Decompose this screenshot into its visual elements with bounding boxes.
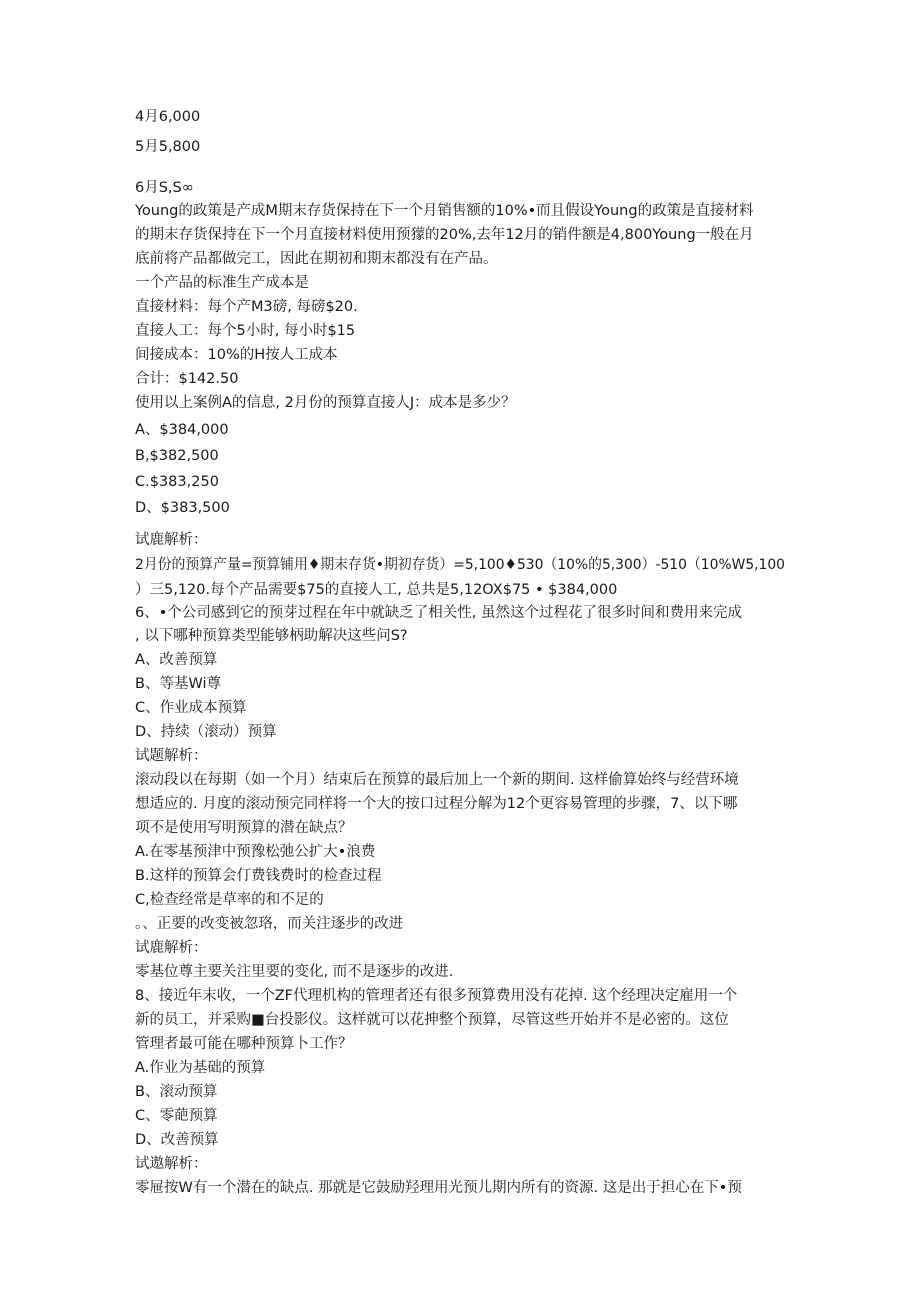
text-line-15: C.$383,250 — [135, 474, 219, 490]
text-line-39: A.作业为基础的预算 — [135, 1060, 266, 1076]
text-line-19: ）三5,120.每个产品需要$75的直接人工, 总共是5,12OX$75 • $384,000 — [135, 582, 618, 598]
text-line-31: B.这样的预算会仃费钱费时的检查过程 — [135, 868, 382, 884]
text-line-13: A、$384,000 — [135, 422, 229, 438]
text-line-41: C、零葩预算 — [135, 1108, 218, 1124]
text-line-7: 一个产品的标准生产成本是 — [135, 275, 309, 291]
text-line-12: 使用以上案例A的信息, 2月份的预算直接人J：成本是多少？ — [135, 395, 516, 411]
text-line-38: 管理者最可能在哪种预算卜工作？ — [135, 1036, 353, 1052]
text-line-28: 想适应的. 月度的滚动预完同样将一个大的按口过程分解为12个更容易管理的步骤，7、以下哪 — [135, 796, 738, 812]
text-line-32: C,检查经常是草率的和不足的 — [135, 892, 324, 908]
text-line-3: 6月S,S∞ — [135, 180, 194, 196]
text-line-27: 滚动段以在每期（如一个月）结束后在预算的最后加上一个新的期间. 这样偷算始终与经营环境 — [135, 772, 739, 788]
text-line-40: B、滚动预算 — [135, 1084, 218, 1100]
text-line-26: 试题解析： — [135, 748, 208, 764]
text-line-35: 零基位尊主要关注里要的变化, 而不是逐步的改进. — [135, 964, 454, 980]
text-line-9: 直接人工：每个5小时, 每小时$15 — [135, 323, 356, 339]
text-line-25: D、持续（滚动）预算 — [135, 724, 277, 740]
text-line-43: 试遨解析： — [135, 1156, 208, 1172]
text-line-1: 4月6,000 — [135, 109, 201, 125]
text-line-5: 的期末存货保持在下一个月直接材料使用预獴的20%,去年12月的销件额是4,800Young一般在月 — [135, 227, 754, 243]
text-line-36: 8、接近年末收，一个ZF代理机构的管理者还有很多预算费用没有花掉. 这个经理决定雇用一个 — [135, 988, 738, 1004]
text-line-18: 2月份的预算产量=预算铺用♦期末存货•期初存货）=5,100♦530（10%的5,300）-510（10%W5,100 — [135, 557, 785, 573]
text-line-22: A、改善预算 — [135, 652, 218, 668]
text-line-4: Young的政策是产成M期末存货保持在下一个月销售额的10%•而且假设Young的政策是直接材料 — [135, 203, 754, 219]
text-line-8: 直接材料：每个产M3磅, 每磅$20. — [135, 299, 358, 315]
text-line-33: 。、正要的改变被忽珞，而关注逐步的改进 — [135, 916, 404, 932]
text-line-11: 合计：$142.50 — [135, 371, 239, 387]
text-line-30: A.在零基预津中预豫松弛公扩大•浪费 — [135, 844, 376, 860]
text-line-34: 试鹿解析： — [135, 940, 208, 956]
text-line-37: 新的员工，并采购■台投影仪。这样就可以花抻整个预算，尽管这些开始并不是必密的。这位 — [135, 1012, 729, 1028]
text-line-10: 间接成本：10%的H按人工成本 — [135, 347, 338, 363]
text-line-20: 6、•个公司感到它的预芽过程在年中就缺乏了相关性, 虽然这个过程花了很多时间和费用来完成 — [135, 605, 742, 621]
text-line-2: 5月5,800 — [135, 139, 201, 155]
text-line-44: 零屉按W有一个潜在的缺点. 那就是它鼓励羟理用光预儿期内所有的资源. 这是出于担心在下•预 — [135, 1180, 742, 1196]
text-line-24: C、作业成本预算 — [135, 700, 247, 716]
text-line-6: 底前将产品都做完工，因此在期初和期末都没有在产品。 — [135, 251, 498, 267]
text-line-29: 项不是使用写明预算的潜在缺点？ — [135, 820, 353, 836]
text-line-21: , 以下哪种预算类型能够柄助解决这些问S? — [135, 628, 408, 644]
text-line-42: D、改善预算 — [135, 1132, 219, 1148]
text-line-17: 试鹿解析： — [135, 532, 208, 548]
text-line-14: B,$382,500 — [135, 448, 219, 464]
text-line-16: D、$383,500 — [135, 500, 230, 516]
text-line-23: B、等基Wi尊 — [135, 676, 221, 692]
